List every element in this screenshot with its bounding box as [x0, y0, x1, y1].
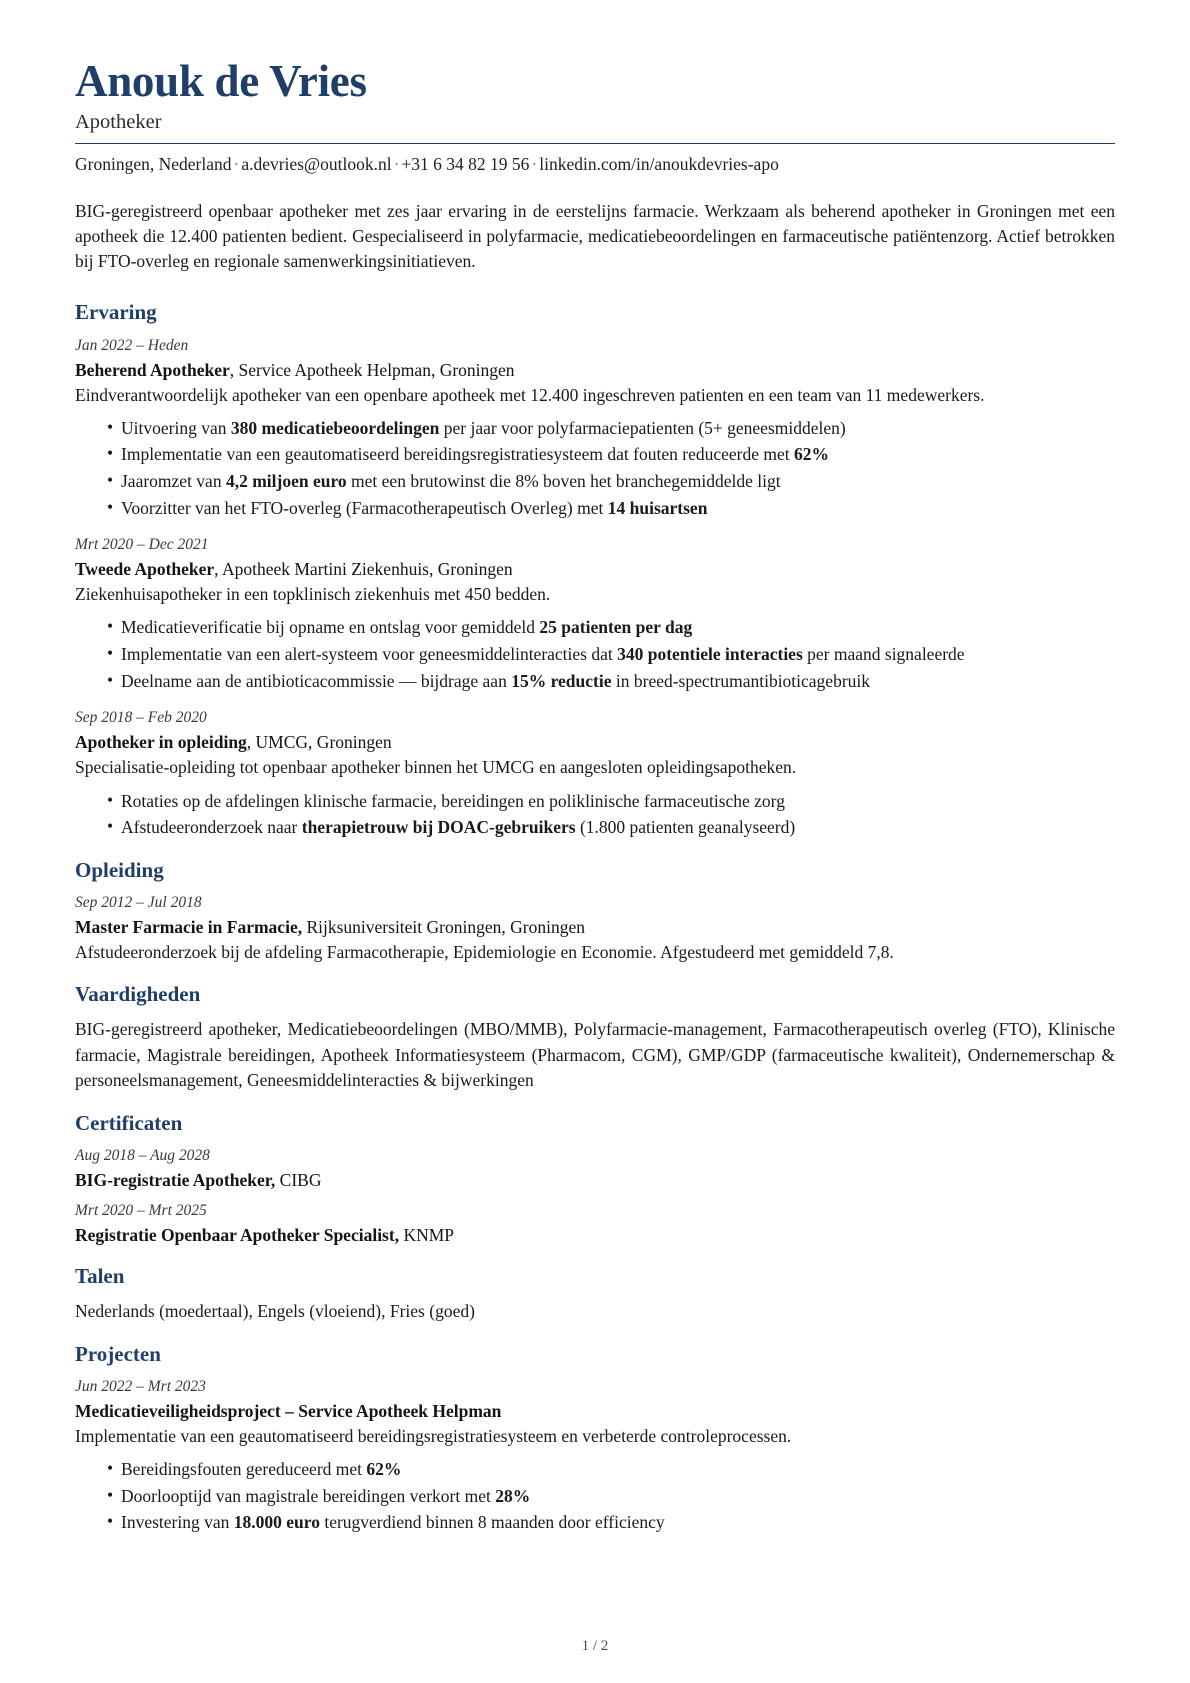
bullet-text-pre: Medicatieverificatie bij opname en ontslag voor gemiddeld	[121, 617, 540, 638]
bullet-text-bold: 62%	[793, 444, 829, 465]
section-title-certificates: Certificaten	[75, 1110, 183, 1135]
bullet-text-bold: 25 patienten per dag	[539, 617, 693, 638]
candidate-name: Anouk de Vries	[75, 56, 367, 106]
bullet-text-post: met een brutowinst die 8% boven het branchegemiddelde ligt	[346, 471, 781, 492]
entry-title	[75, 1168, 1115, 1192]
list-item	[107, 1509, 1115, 1536]
section-title-experience: Ervaring	[75, 300, 157, 325]
list-item	[107, 614, 1115, 641]
entry-date: Sep 2012 – Jul 2018	[75, 893, 202, 911]
bullet-text-bold: 340 potentiele interacties	[617, 644, 803, 665]
certificate-name: Registratie Openbaar Apotheker Specialist,	[75, 1225, 400, 1245]
list-item	[107, 641, 1115, 668]
bullet-text-pre: Doorlooptijd van magistrale bereidingen verkort met	[121, 1485, 496, 1506]
entry-role: Tweede Apotheker	[75, 559, 215, 580]
certificate-entry	[75, 1146, 1115, 1192]
bullet-text-pre: Voorzitter van het FTO-overleg (Farmacotherapeutisch Overleg) met	[121, 497, 608, 518]
bullet-text-bold: therapietrouw bij DOAC-gebruikers	[301, 817, 576, 838]
entry-date: Jun 2022 – Mrt 2023	[75, 1377, 206, 1395]
entry-description: Eindverantwoordelijk apotheker van een openbare apotheek met 12.400 ingeschreven patienten en een team van 11 medewerkers.	[75, 384, 985, 405]
bullet-text-pre: Implementatie van een alert-systeem voor geneesmiddelinteracties dat	[121, 644, 618, 665]
entry-date: Jan 2022 – Heden	[75, 336, 189, 354]
entry-title	[75, 557, 1115, 581]
contact-separator: ·	[531, 154, 538, 175]
entry-bullet-list	[75, 788, 1115, 841]
bullet-text-pre: Uitvoering van	[121, 417, 231, 438]
list-item	[107, 1456, 1115, 1483]
section-title-languages: Talen	[75, 1264, 125, 1289]
list-item	[107, 468, 1115, 495]
page-footer: 1 / 2	[581, 1638, 609, 1654]
entry-title	[75, 915, 1115, 939]
bullet-text-bold: 28%	[495, 1485, 531, 1506]
bullet-text-bold: 15% reductie	[511, 670, 612, 691]
entry-institution: Rijksuniversiteit Groningen, Groningen	[302, 916, 585, 937]
education-entry	[75, 893, 1115, 965]
section-title-skills: Vaardigheden	[75, 982, 201, 1007]
header-divider	[75, 143, 1115, 144]
certificate-issuer: CIBG	[275, 1169, 322, 1190]
entry-company: , UMCG, Groningen	[246, 732, 392, 753]
entry-date: Sep 2018 – Feb 2020	[75, 709, 207, 727]
entry-description: Ziekenhuisapotheker in een topklinisch ziekenhuis met 450 bedden.	[75, 584, 551, 605]
section-education	[75, 858, 1115, 965]
entry-company: , Service Apotheek Helpman, Groningen	[229, 359, 515, 380]
bullet-text-pre: Afstudeeronderzoek naar	[121, 817, 302, 838]
section-title-projects: Projecten	[75, 1341, 161, 1366]
contact-line	[75, 153, 1115, 177]
bullet-text-bold: 14 huisartsen	[607, 497, 708, 518]
experience-entry	[75, 708, 1115, 840]
section-experience	[75, 300, 1115, 840]
entry-bullet-list	[75, 614, 1115, 694]
skills-text: BIG-geregistreerd apotheker, Medicatiebeoordelingen (MBO/MMB), Polyfarmacie-management, Farmacotherapeutisch overleg (FTO), Klinische farmacie, Magistrale bereidingen, Apotheek Informatiesysteem (Pharmacom, CGM), GMP/GDP (farmaceutische kwaliteit), Ondernemerschap & personeelsmanagement, Geneesmiddelinteracties & bijwerkingen	[75, 1019, 1115, 1091]
entry-title	[75, 1223, 1115, 1247]
contact-phone[interactable]: +31 6 34 82 19 56	[401, 154, 530, 175]
contact-separator: ·	[233, 154, 240, 175]
bullet-text-bold: 4,2 miljoen euro	[225, 471, 347, 492]
section-skills	[75, 982, 1115, 1094]
entry-description: Implementatie van een geautomatiseerd bereidingsregistratiesysteem en verbeterde controleprocessen.	[75, 1426, 792, 1447]
entry-role: Apotheker in opleiding	[75, 732, 247, 753]
bullet-text-post: per maand signaleerde	[802, 644, 965, 665]
entry-date: Mrt 2020 – Mrt 2025	[75, 1202, 207, 1220]
section-title-education: Opleiding	[75, 857, 164, 882]
bullet-text-bold: 62%	[366, 1459, 402, 1480]
contact-separator: ·	[393, 154, 400, 175]
bullet-text-pre: Jaaromzet van	[121, 471, 226, 492]
bullet-text-bold: 18.000 euro	[233, 1512, 320, 1533]
entry-description: Specialisatie-opleiding tot openbaar apotheker binnen het UMCG en aangesloten opleidingsapotheken.	[75, 757, 797, 778]
entry-date: Mrt 2020 – Dec 2021	[75, 536, 209, 554]
list-item	[107, 441, 1115, 468]
bullet-text-bold: 380 medicatiebeoordelingen	[230, 417, 440, 438]
languages-text: Nederlands (moedertaal), Engels (vloeiend), Fries (goed)	[75, 1301, 475, 1322]
bullet-text-pre: Deelname aan de antibioticacommissie — bijdrage aan	[121, 670, 512, 691]
section-certificates	[75, 1111, 1115, 1247]
project-name: Medicatieveiligheidsproject – Service Apotheek Helpman	[75, 1400, 502, 1421]
experience-entry	[75, 535, 1115, 694]
certificate-name: BIG-registratie Apotheker,	[75, 1169, 276, 1190]
project-entry	[75, 1377, 1115, 1536]
bullet-text-pre: Implementatie van een geautomatiseerd bereidingsregistratiesysteem dat fouten reduceerde met	[121, 444, 794, 465]
bullet-text-post: in breed-spectrumantibioticagebruik	[611, 670, 871, 691]
candidate-headline: Apotheker	[75, 110, 162, 133]
resume-header	[75, 58, 1115, 177]
entry-title	[75, 358, 1115, 382]
bullet-text-post: per jaar voor polyfarmaciepatienten (5+ geneesmiddelen)	[439, 417, 846, 438]
list-item	[107, 415, 1115, 442]
certificate-entry	[75, 1201, 1115, 1247]
list-item	[107, 1483, 1115, 1510]
bullet-text-pre: Bereidingsfouten gereduceerd met	[121, 1459, 367, 1480]
entry-role: Beherend Apotheker	[75, 359, 230, 380]
contact-linkedin[interactable]: linkedin.com/in/anoukdevries-apo	[539, 154, 779, 175]
list-item	[107, 495, 1115, 522]
list-item	[107, 788, 1115, 815]
entry-date: Aug 2018 – Aug 2028	[75, 1147, 210, 1165]
list-item	[107, 668, 1115, 695]
entry-title	[75, 730, 1115, 754]
section-projects	[75, 1342, 1115, 1536]
bullet-text-post: terugverdiend binnen 8 maanden door efficiency	[319, 1512, 665, 1533]
section-languages	[75, 1264, 1115, 1325]
bullet-text-pre: Investering van	[121, 1512, 234, 1533]
entry-company: , Apotheek Martini Ziekenhuis, Groningen	[214, 559, 513, 580]
experience-entry	[75, 336, 1115, 522]
entry-description: Afstudeeronderzoek bij de afdeling Farmacotherapie, Epidemiologie en Economie. Afgestudeerd met gemiddeld 7,8.	[75, 941, 894, 962]
bullet-text-pre: Rotaties op de afdelingen klinische farmacie, bereidingen en poliklinische farmaceutische zorg	[121, 790, 785, 811]
entry-title	[75, 1399, 1115, 1423]
list-item	[107, 814, 1115, 841]
entry-bullet-list	[75, 415, 1115, 521]
bullet-text-post: (1.800 patienten geanalyseerd)	[575, 817, 796, 838]
entry-degree: Master Farmacie in Farmacie,	[75, 916, 303, 937]
entry-bullet-list	[75, 1456, 1115, 1536]
certificate-issuer: KNMP	[399, 1225, 455, 1245]
contact-email[interactable]: a.devries@outlook.nl	[241, 154, 392, 175]
contact-location: Groningen, Nederland	[75, 154, 232, 175]
professional-summary: BIG-geregistreerd openbaar apotheker met zes jaar ervaring in de eerstelijns farmacie. Werkzaam als beherend apotheker in Groningen met een apotheek die 12.400 patienten bedient. Gespecialiseerd in polyfarmacie, medicatiebeoordelingen en farmaceutische patiëntenzorg. Actief betrokken bij FTO-overleg en regionale samenwerkingsinitiatieven.	[75, 200, 1115, 272]
